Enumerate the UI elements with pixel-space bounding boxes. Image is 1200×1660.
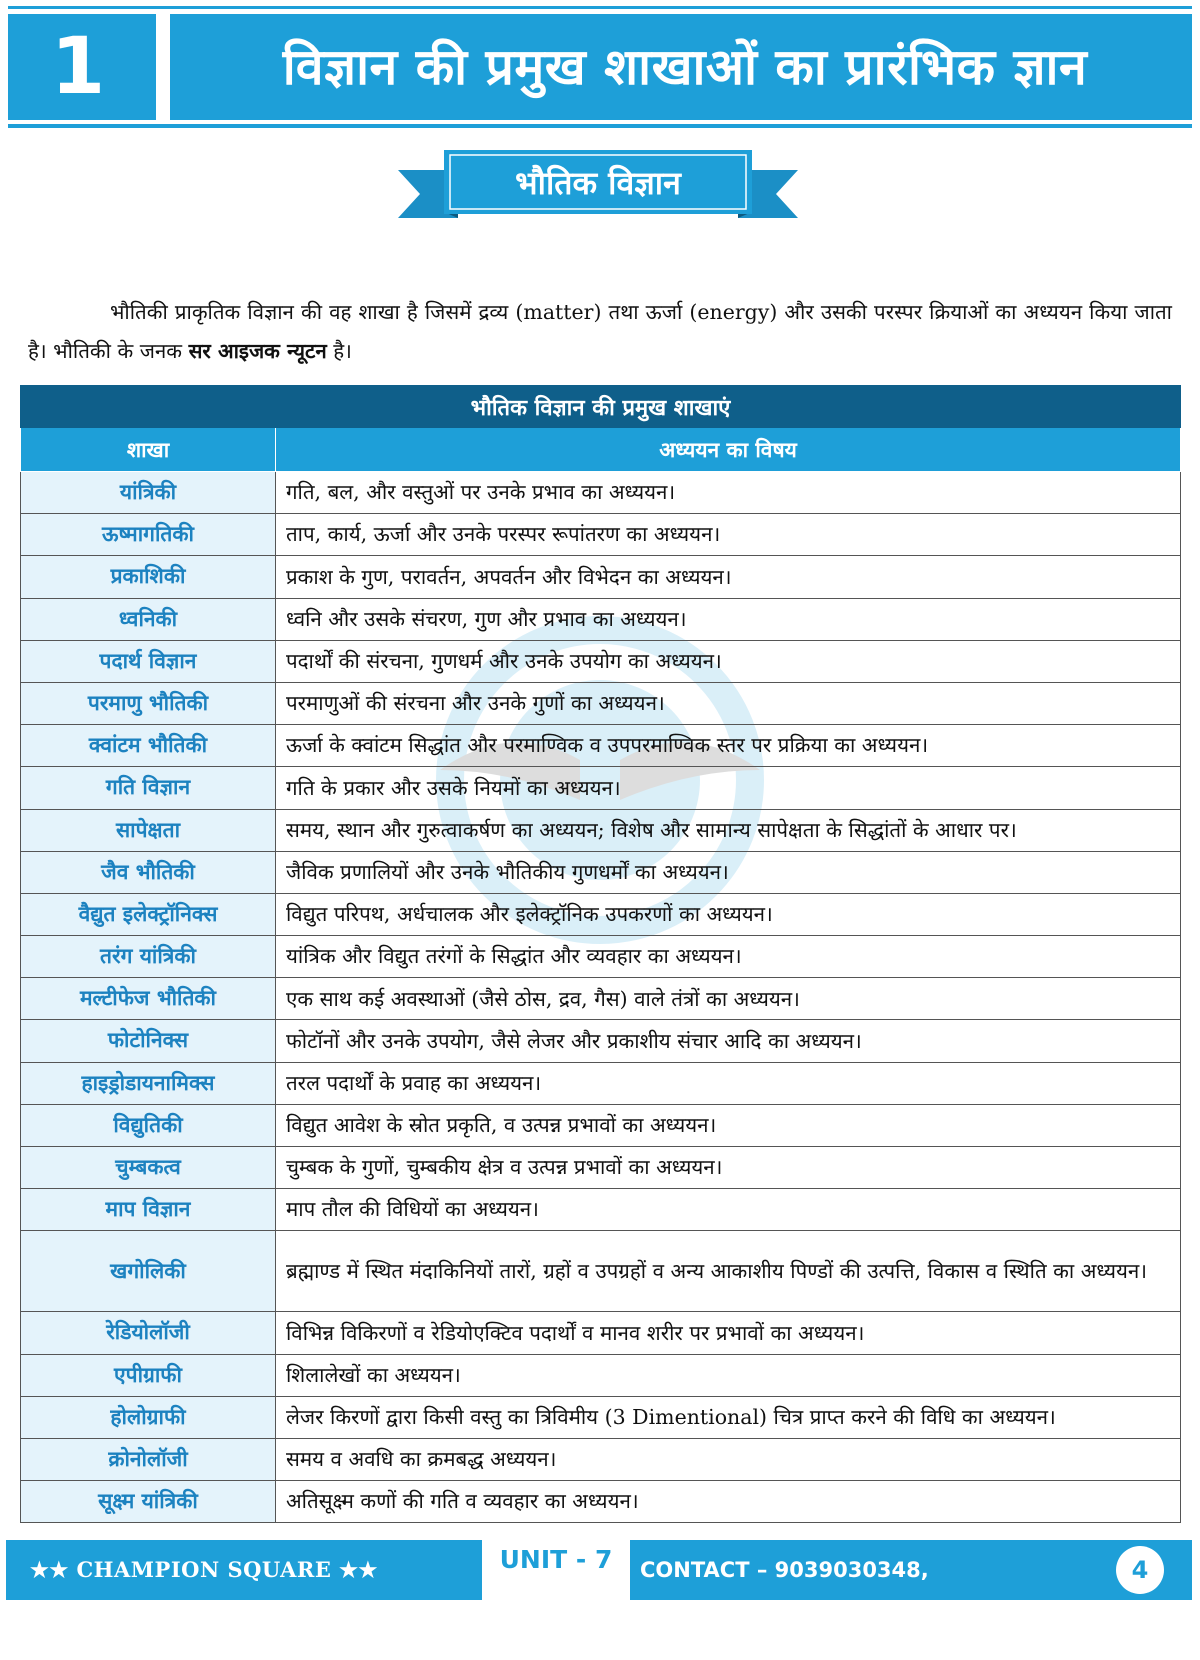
table-row xyxy=(21,1354,1181,1396)
table-row xyxy=(21,1396,1181,1438)
table-row xyxy=(21,1104,1181,1146)
column-header-branch: शाखा xyxy=(21,428,276,472)
branch-name: खगोलिकी xyxy=(21,1231,276,1312)
table-row xyxy=(21,851,1181,893)
table-row xyxy=(21,893,1181,935)
page-number: 4 xyxy=(1116,1546,1164,1594)
branch-name: रेडियोलॉजी xyxy=(21,1312,276,1354)
section-title: भौतिक विज्ञान xyxy=(515,164,681,202)
section-ribbon xyxy=(398,148,798,228)
study-subject: जैविक प्रणालियों और उनके भौतिकीय गुणधर्मों का अध्ययन। xyxy=(276,851,1181,893)
table-row xyxy=(21,1147,1181,1189)
study-subject: अतिसूक्ष्म कणों की गति व व्यवहार का अध्ययन। xyxy=(276,1481,1181,1523)
table-row xyxy=(21,1062,1181,1104)
study-subject: शिलालेखों का अध्ययन। xyxy=(276,1354,1181,1396)
branch-name: यांत्रिकी xyxy=(21,472,276,514)
chapter-header xyxy=(8,14,1192,120)
branch-name: परमाणु भौतिकी xyxy=(21,682,276,724)
branch-name: तरंग यांत्रिकी xyxy=(21,936,276,978)
branch-name: हाइड्रोडायनामिक्स xyxy=(21,1062,276,1104)
branch-name: होलोग्राफी xyxy=(21,1396,276,1438)
table-row xyxy=(21,1020,1181,1062)
table-row xyxy=(21,1438,1181,1480)
branch-name: सापेक्षता xyxy=(21,809,276,851)
table-row xyxy=(21,682,1181,724)
study-subject: गति के प्रकार और उसके नियमों का अध्ययन। xyxy=(276,767,1181,809)
study-subject: एक साथ कई अवस्थाओं (जैसे ठोस, द्रव, गैस) वाले तंत्रों का अध्ययन। xyxy=(276,978,1181,1020)
intro-bold-name: सर आइजक न्यूटन xyxy=(188,338,327,363)
page-footer xyxy=(0,1532,1200,1642)
study-subject: माप तौल की विधियों का अध्ययन। xyxy=(276,1189,1181,1231)
study-subject: प्रकाश के गुण, परावर्तन, अपवर्तन और विभेदन का अध्ययन। xyxy=(276,556,1181,598)
study-subject: परमाणुओं की संरचना और उनके गुणों का अध्ययन। xyxy=(276,682,1181,724)
branch-name: क्वांटम भौतिकी xyxy=(21,725,276,767)
table-row xyxy=(21,978,1181,1020)
study-subject: गति, बल, और वस्तुओं पर उनके प्रभाव का अध्ययन। xyxy=(276,472,1181,514)
study-subject: ब्रह्माण्ड में स्थित मंदाकिनियों तारों, ग्रहों व उपग्रहों व अन्य आकाशीय पिण्डों की उत्पत्ति, विकास व स्थिति का अध्ययन। xyxy=(276,1231,1181,1312)
chapter-number: 1 xyxy=(50,22,106,112)
branch-name: ध्वनिकी xyxy=(21,598,276,640)
study-subject: विद्युत आवेश के स्रोत प्रकृति, व उत्पन्न प्रभावों का अध्ययन। xyxy=(276,1104,1181,1146)
footer-brand: ★★ CHAMPION SQUARE ★★ xyxy=(30,1557,378,1582)
table-row xyxy=(21,514,1181,556)
table-row xyxy=(21,1312,1181,1354)
branch-name: जैव भौतिकी xyxy=(21,851,276,893)
header-top-rule xyxy=(8,6,1192,9)
branch-name: एपीग्राफी xyxy=(21,1354,276,1396)
branch-name: गति विज्ञान xyxy=(21,767,276,809)
branch-name: फोटोनिक्स xyxy=(21,1020,276,1062)
table-row xyxy=(21,936,1181,978)
header-separator xyxy=(156,14,170,120)
study-subject: यांत्रिक और विद्युत तरंगों के सिद्धांत और व्यवहार का अध्ययन। xyxy=(276,936,1181,978)
table-title: भौतिक विज्ञान की प्रमुख शाखाएं xyxy=(21,386,1181,428)
column-header-subject: अध्ययन का विषय xyxy=(276,428,1181,472)
table-row xyxy=(21,1481,1181,1523)
study-subject: लेजर किरणों द्वारा किसी वस्तु का त्रिविमीय (3 Dimentional) चित्र प्राप्त करने की विधि का अध्ययन। xyxy=(276,1396,1181,1438)
branch-name: चुम्बकत्व xyxy=(21,1147,276,1189)
branch-name: ऊष्मागतिकी xyxy=(21,514,276,556)
study-subject: विद्युत परिपथ, अर्धचालक और इलेक्ट्रॉनिक उपकरणों का अध्ययन। xyxy=(276,893,1181,935)
table-row xyxy=(21,809,1181,851)
study-subject: समय व अवधि का क्रमबद्ध अध्ययन। xyxy=(276,1438,1181,1480)
footer-contact: CONTACT – 9039030348, 9039030349 xyxy=(640,1558,929,1642)
study-subject: पदार्थों की संरचना, गुणधर्म और उनके उपयोग का अध्ययन। xyxy=(276,640,1181,682)
study-subject: ध्वनि और उसके संचरण, गुण और प्रभाव का अध्ययन। xyxy=(276,598,1181,640)
header-bottom-rule xyxy=(8,124,1192,128)
branch-name: वैद्युत इलेक्ट्रॉनिक्स xyxy=(21,893,276,935)
table-row xyxy=(21,1231,1181,1312)
branch-name: माप विज्ञान xyxy=(21,1189,276,1231)
study-subject: ताप, कार्य, ऊर्जा और उनके परस्पर रूपांतरण का अध्ययन। xyxy=(276,514,1181,556)
intro-text: भौतिकी प्राकृतिक विज्ञान की वह शाखा है जिसमें द्रव्य (matter) तथा ऊर्जा (energy) और उसकी परस्पर क्रियाओं का अध्ययन किया जाता है। भौतिकी के जनक xyxy=(28,299,1172,363)
study-subject: फोटॉनों और उनके उपयोग, जैसे लेजर और प्रकाशीय संचार आदि का अध्ययन। xyxy=(276,1020,1181,1062)
table-row xyxy=(21,725,1181,767)
branch-name: विद्युतिकी xyxy=(21,1104,276,1146)
study-subject: समय, स्थान और गुरुत्वाकर्षण का अध्ययन; विशेष और सामान्य सापेक्षता के सिद्धांतों के आधार पर। xyxy=(276,809,1181,851)
branch-name: पदार्थ विज्ञान xyxy=(21,640,276,682)
study-subject: तरल पदार्थों के प्रवाह का अध्ययन। xyxy=(276,1062,1181,1104)
branches-table xyxy=(20,385,1181,1523)
table-row xyxy=(21,556,1181,598)
table-row xyxy=(21,640,1181,682)
table-row xyxy=(21,472,1181,514)
branches-table-wrapper xyxy=(20,385,1180,1523)
footer-unit: UNIT - 7 xyxy=(482,1532,630,1604)
branch-name: सूक्ष्म यांत्रिकी xyxy=(21,1481,276,1523)
study-subject: विभिन्न विकिरणों व रेडियोएक्टिव पदार्थों व मानव शरीर पर प्रभावों का अध्ययन। xyxy=(276,1312,1181,1354)
branch-name: क्रोनोलॉजी xyxy=(21,1438,276,1480)
branch-name: प्रकाशिकी xyxy=(21,556,276,598)
table-row xyxy=(21,1189,1181,1231)
study-subject: चुम्बक के गुणों, चुम्बकीय क्षेत्र व उत्पन्न प्रभावों का अध्ययन। xyxy=(276,1147,1181,1189)
table-row xyxy=(21,767,1181,809)
table-row xyxy=(21,598,1181,640)
study-subject: ऊर्जा के क्वांटम सिद्धांत और परमाण्विक व उपपरमाण्विक स्तर पर प्रक्रिया का अध्ययन। xyxy=(276,725,1181,767)
branch-name: मल्टीफेज भौतिकी xyxy=(21,978,276,1020)
intro-paragraph xyxy=(28,293,1172,371)
intro-text-end: है। xyxy=(326,338,352,363)
chapter-title: विज्ञान की प्रमुख शाखाओं का प्रारंभिक ज्ञान xyxy=(282,38,1088,96)
